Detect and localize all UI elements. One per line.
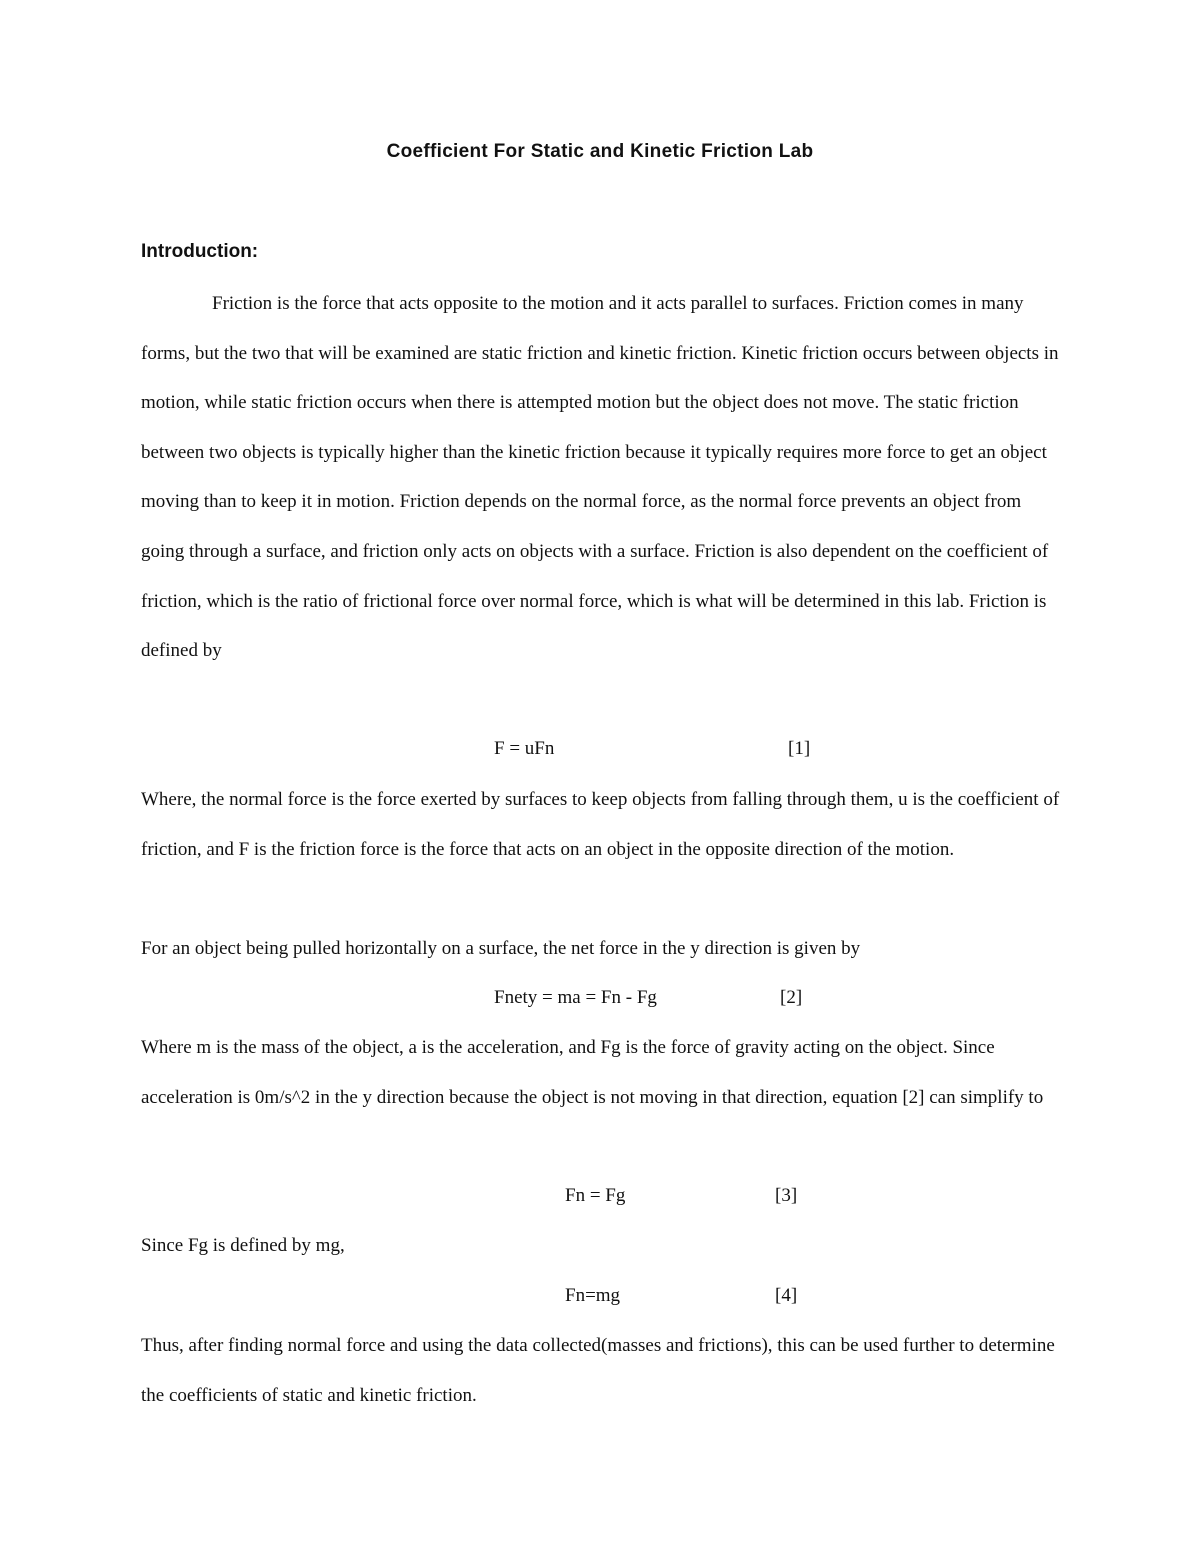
equation-2-intro: For an object being pulled horizontally on a surface, the net force in the y direction is given by: [141, 938, 861, 959]
equation-1-number: [1]: [788, 738, 811, 759]
equation-1-explanation: Where, the normal force is the force exerted by surfaces to keep objects from falling through them, u is the coefficient of friction, and F is the friction force is the force that acts on an object in the opposite direction of the motion.: [141, 789, 1060, 860]
document-title: Coefficient For Static and Kinetic Friction Lab: [386, 141, 814, 162]
equation-2-explanation: Where m is the mass of the object, a is the acceleration, and Fg is the force of gravity acting on the object. Since acceleration is 0m/s^2 in the y direction because the object is not moving in that direction, equation [2] can simplify to: [141, 1037, 1044, 1108]
equation-2-number: [2]: [780, 987, 803, 1008]
intro-paragraph: Friction is the force that acts opposite to the motion and it acts parallel to surfaces. Friction comes in many forms, but the two that will be examined are static friction and kinetic friction. Kinetic friction occurs between objects in motion, while static friction occurs when there is attempted motion but the object does not move. The static friction between two objects is typically higher than the kinetic friction because it typically requires more force to get an object moving than to keep it in motion. Friction depends on the normal force, as the normal force prevents an object from going through a surface, and friction only acts on objects with a surface. Friction is also dependent on the coefficient of friction, which is the ratio of frictional force over normal force, which is what will be determined in this lab. Friction is defined by: [141, 293, 1059, 662]
equation-2-expression: Fnety = ma = Fn - Fg: [494, 987, 657, 1008]
equation-4-intro: Since Fg is defined by mg,: [141, 1235, 345, 1256]
equation-3-expression: Fn = Fg: [565, 1185, 626, 1206]
section-heading: Introduction:: [141, 241, 259, 262]
equation-4-number: [4]: [775, 1285, 798, 1306]
equation-3-number: [3]: [775, 1185, 798, 1206]
equation-4-expression: Fn=mg: [565, 1285, 621, 1306]
equation-1-expression: F = uFn: [494, 738, 555, 759]
conclusion-paragraph: Thus, after finding normal force and using the data collected(masses and frictions), this can be used further to determine the coefficients of static and kinetic friction.: [141, 1335, 1055, 1406]
